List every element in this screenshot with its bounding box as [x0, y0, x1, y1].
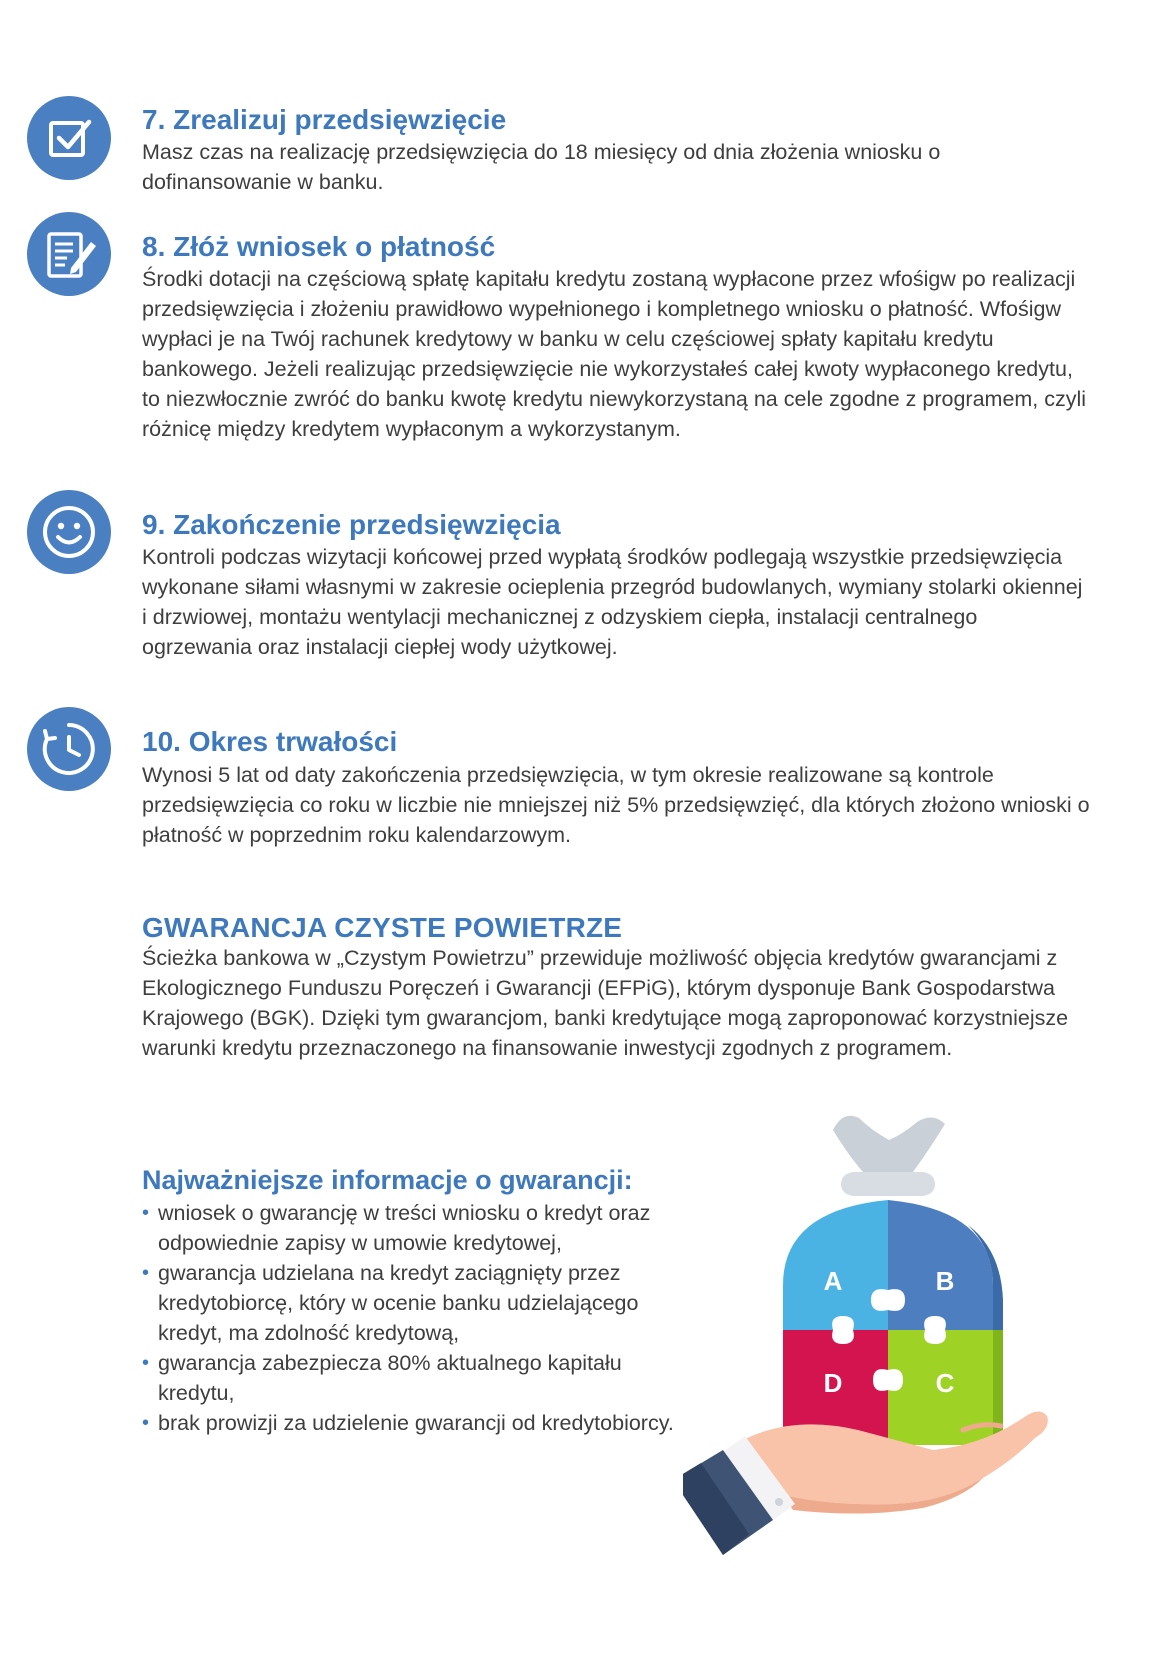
step-text: Środki dotacji na częściową spłatę kapitału kredytu zostaną wypłacone przez wfośigw po realizacji przedsięwzięcia i złożeniu prawidłowo wypełnionego i kompletnego wniosku o płatność. Wfośigw wypłaci je na Twój rachunek kredytowy w banku w celu częściowej spłaty kapitału kredytu bankowego. Jeżeli realizując przedsięwzięcie nie wykorzystałeś całej kwoty wypłaconego kredytu, to niezwłocznie zwróć do banku kwotę kredytu niewykorzystaną na cele zgodne z programem, czyli różnicę między kredytem wypłaconym a wykorzystanym. — [142, 267, 1087, 441]
clock-icon — [27, 707, 111, 791]
list-item — [142, 1408, 702, 1438]
step-text: Masz czas na realizację przedsięwzięcia do 18 miesięcy od dnia złożenia wniosku o dofinansowanie w banku. — [142, 140, 941, 194]
step-title: 10. Okres trwałości — [142, 726, 398, 757]
step-text: Wynosi 5 lat od daty zakończenia przedsięwzięcia, w tym okresie realizowane są kontrole przedsięwzięcia co roku w liczbie nie mniejszej niż 5% przedsięwzięć, dla których złożono wnioski o płatność w poprzednim roku kalendarzowym. — [142, 763, 1090, 847]
money-bag-puzzle-hand-icon — [683, 1100, 1083, 1560]
bullet: • — [142, 1352, 150, 1374]
bullet: • — [142, 1202, 150, 1224]
smiley-icon — [27, 490, 111, 574]
info-list — [142, 1198, 702, 1438]
step-title: 8. Złóż wniosek o płatność — [142, 231, 496, 262]
puzzle-label-a: A — [823, 1266, 843, 1296]
list-item-text: gwarancja zabezpiecza 80% aktualnego kapitału kredytu, — [158, 1351, 622, 1405]
list-item-text: gwarancja udzielana na kredyt zaciągnięty przez kredytobiorcę, który w ocenie banku udzielającego kredyt, ma zdolność kredytową, — [158, 1261, 639, 1345]
puzzle-label-c: C — [935, 1368, 955, 1398]
info-heading: Najważniejsze informacje o gwarancji: — [142, 1165, 633, 1195]
list-item-text: brak prowizji za udzielenie gwarancji od kredytobiorcy. — [158, 1411, 674, 1435]
puzzle-label-b: B — [935, 1266, 955, 1296]
guarantee-heading: GWARANCJA CZYSTE POWIETRZE — [142, 912, 623, 943]
list-item — [142, 1258, 702, 1348]
step-title: 9. Zakończenie przedsięwzięcia — [142, 509, 561, 540]
puzzle-label-d: D — [823, 1368, 843, 1398]
bullet: • — [142, 1262, 150, 1284]
guarantee-text: Ścieżka bankowa w „Czystym Powietrzu” przewiduje możliwość objęcia kredytów gwarancjami z Ekologicznego Funduszu Poręczeń i Gwarancji (EFPiG), którym dysponuje Bank Gospodarstwa Krajowego (BGK). Dzięki tym gwarancjom, banki kredytujące mogą zaproponować korzystniejsze warunki kredytu przeznaczonego na finansowanie inwestycji zgodnych z programem. — [142, 946, 1069, 1060]
list-item-text: wniosek o gwarancję w treści wniosku o kredyt oraz odpowiednie zapisy w umowie kredytowej, — [158, 1201, 651, 1255]
list-item — [142, 1198, 702, 1258]
step-text: Kontroli podczas wizytacji końcowej przed wypłatą środków podlegają wszystkie przedsięwzięcia wykonane siłami własnymi w zakresie ocieplenia przegród budowlanych, wymiany stolarki okiennej i drzwiowej, montażu wentylacji mechanicznej z odzyskiem ciepła, instalacji centralnego ogrzewania oraz instalacji ciepłej wody użytkowej. — [142, 545, 1083, 659]
bullet: • — [142, 1412, 150, 1434]
document-pen-icon — [27, 212, 111, 296]
list-item — [142, 1348, 702, 1408]
checkbox-icon — [27, 96, 111, 180]
step-title: 7. Zrealizuj przedsięwzięcie — [142, 104, 507, 135]
